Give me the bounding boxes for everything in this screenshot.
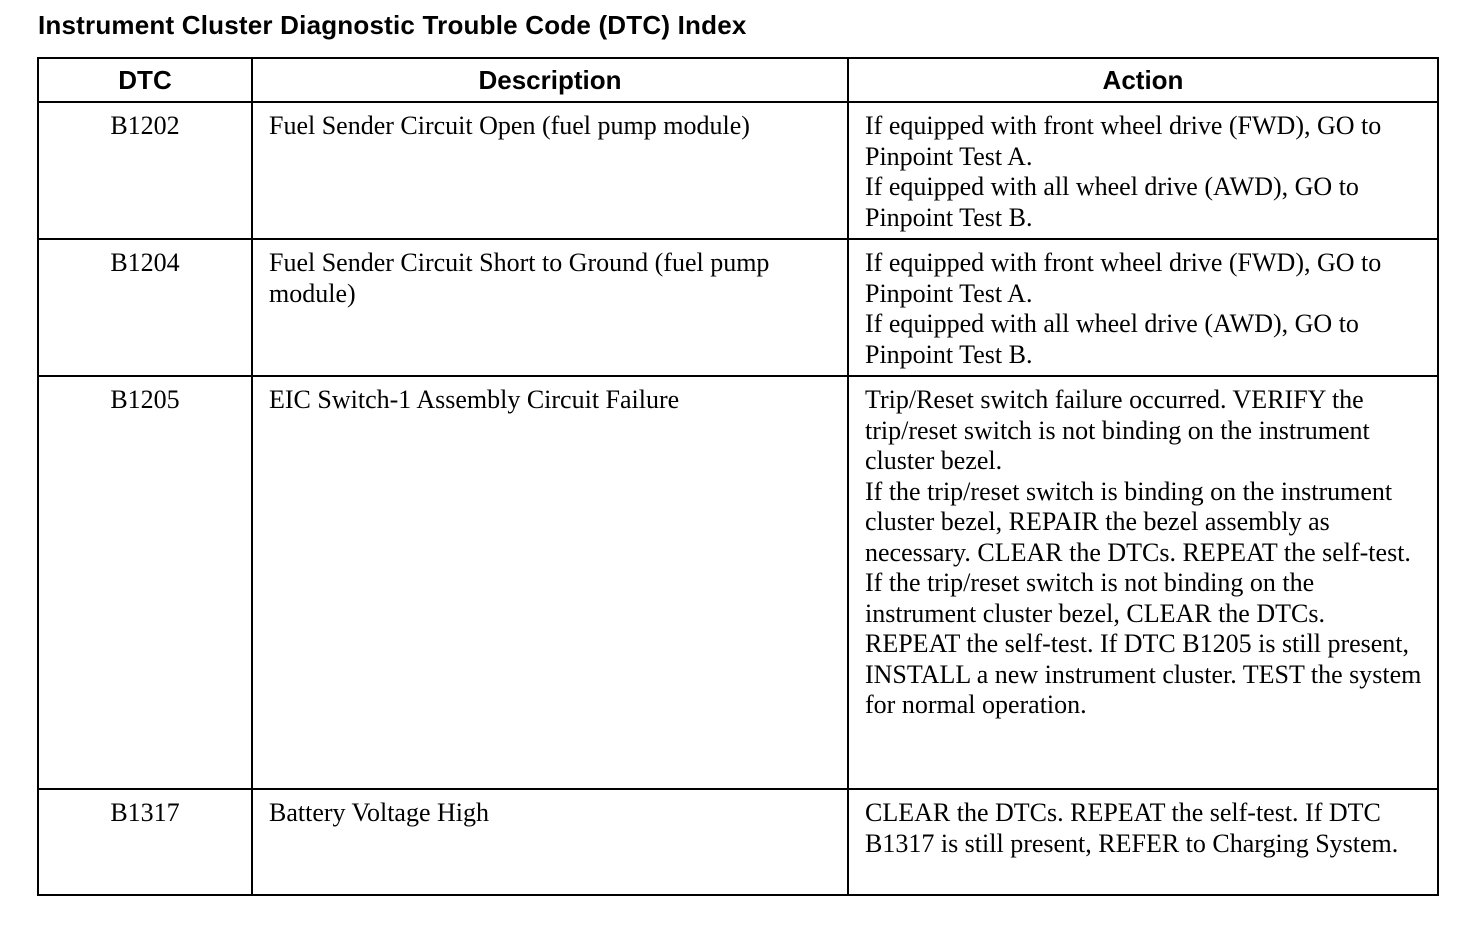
- header-dtc: DTC: [38, 58, 252, 102]
- dtc-description: Fuel Sender Circuit Open (fuel pump module): [252, 102, 848, 239]
- dtc-code: B1202: [38, 102, 252, 239]
- table-row: [38, 789, 1438, 895]
- action-paragraph: If the trip/reset switch is not binding on the instrument cluster bezel, CLEAR the DTCs. REPEAT the self-test. If DTC B1205 is still present, INSTALL a new instrument cluster. TEST the system for normal operation.: [865, 568, 1422, 719]
- dtc-description: EIC Switch-1 Assembly Circuit Failure: [252, 376, 848, 789]
- table-row: [38, 239, 1438, 376]
- dtc-action: [848, 789, 1438, 895]
- action-paragraph: CLEAR the DTCs. REPEAT the self-test. If DTC B1317 is still present, REFER to Charging System.: [865, 798, 1399, 858]
- dtc-code: B1204: [38, 239, 252, 376]
- dtc-action: [848, 102, 1438, 239]
- table-row: [38, 376, 1438, 789]
- dtc-description: Fuel Sender Circuit Short to Ground (fuel pump module): [252, 239, 848, 376]
- action-paragraph: If equipped with all wheel drive (AWD), GO to Pinpoint Test B.: [865, 172, 1359, 232]
- dtc-index-table: [37, 57, 1439, 896]
- dtc-code: B1317: [38, 789, 252, 895]
- action-paragraph: Trip/Reset switch failure occurred. VERIFY the trip/reset switch is not binding on the instrument cluster bezel.: [865, 385, 1370, 475]
- table-row: [38, 102, 1438, 239]
- action-paragraph: If the trip/reset switch is binding on the instrument cluster bezel, REPAIR the bezel assembly as necessary. CLEAR the DTCs. REPEAT the self-test.: [865, 476, 1411, 567]
- dtc-code: B1205: [38, 376, 252, 789]
- table-header-row: [38, 58, 1438, 102]
- header-description: Description: [252, 58, 848, 102]
- dtc-action: [848, 239, 1438, 376]
- page-title: Instrument Cluster Diagnostic Trouble Code (DTC) Index: [38, 10, 747, 40]
- action-paragraph: If equipped with all wheel drive (AWD), GO to Pinpoint Test B.: [865, 309, 1359, 369]
- header-action: Action: [848, 58, 1438, 102]
- action-paragraph: If equipped with front wheel drive (FWD), GO to Pinpoint Test A.: [865, 111, 1382, 171]
- dtc-description: Battery Voltage High: [252, 789, 848, 895]
- dtc-action: [848, 376, 1438, 789]
- action-paragraph: If equipped with front wheel drive (FWD), GO to Pinpoint Test A.: [865, 248, 1382, 308]
